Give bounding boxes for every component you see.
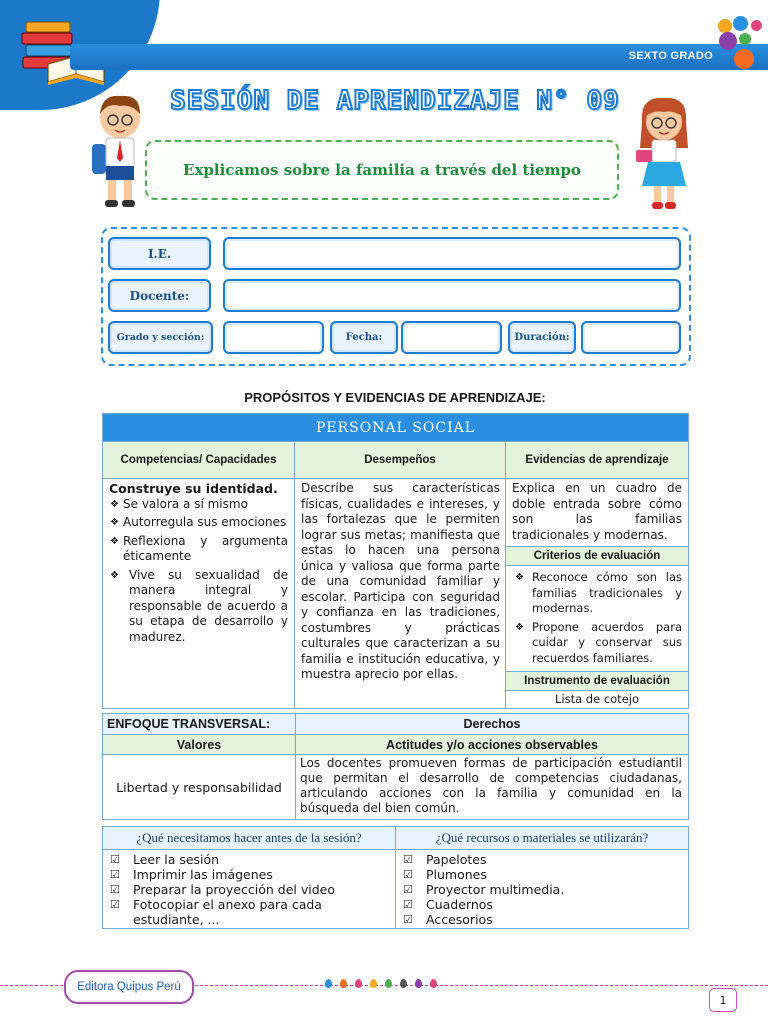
docente-label xyxy=(108,279,211,312)
capacidad-item: ❖ Autorregula sus emociones xyxy=(109,515,288,531)
duracion-label xyxy=(508,321,576,354)
drop-icon xyxy=(370,979,377,988)
docente-field[interactable] xyxy=(223,279,681,312)
publisher-badge xyxy=(64,970,194,1004)
subtitle-box xyxy=(145,140,619,200)
evidencia-text: Explica en un cuadro de doble entrada sobre cómo son las familias tradicionales y modernas. xyxy=(512,481,682,542)
fecha-label-text: Fecha: xyxy=(345,332,383,343)
competencia-title: Construye su identidad. xyxy=(109,481,278,496)
resource-item: ☑ Papelotes xyxy=(396,852,688,867)
drop-icon xyxy=(430,979,437,988)
criterio-item: ❖ Propone acuerdos para cuidar y conservar sus recuerdos familiares. xyxy=(514,620,682,667)
preparation-table xyxy=(102,826,689,929)
valores-label: Valores xyxy=(103,735,296,755)
purposes-heading: PROPÓSITOS Y EVIDENCIAS DE APRENDIZAJE: xyxy=(244,390,546,405)
before-label: ¿Qué necesitamos hacer antes de la sesión? xyxy=(103,827,396,850)
area-title: PERSONAL SOCIAL xyxy=(103,414,689,442)
capacidad-item: ❖ Reflexiona y argumenta éticamente xyxy=(109,534,288,565)
criterios-list xyxy=(506,566,688,671)
resources-label: ¿Qué recursos o materiales se utilizarán? xyxy=(396,827,689,850)
grado-field[interactable] xyxy=(223,321,324,354)
capacidad-item: ❖ Se valora a sí mismo xyxy=(109,497,288,513)
actitud-value: Los docentes promueven formas de participación estudiantil que permitan el desarrollo de competencias ciudadanas, articulando acciones con la familia y comunidad en la búsqueda del bien común. xyxy=(296,755,689,820)
col-desempenos: Desempeños xyxy=(295,442,506,479)
page-number xyxy=(709,988,737,1012)
instrumento-value: Lista de cotejo xyxy=(554,692,639,706)
docente-label-text: Docente: xyxy=(129,288,190,303)
duracion-label-text: Duración: xyxy=(514,332,570,343)
actitudes-label: Actitudes y/o acciones observables xyxy=(296,735,689,755)
deco-dot xyxy=(718,19,732,33)
deco-dot xyxy=(734,49,754,69)
deco-dot xyxy=(733,16,748,31)
before-item: ☑ Fotocopiar el anexo para cada estudiante, ... xyxy=(103,897,395,927)
ie-label xyxy=(108,237,211,270)
col-competencias: Competencias/ Capacidades xyxy=(103,442,295,479)
capacidad-item: ❖ Vive su sexualidad de manera integral y responsable de acuerdo a su etapa de desarrollo y madurez. xyxy=(109,568,288,646)
before-cell xyxy=(103,850,396,929)
page-number-text: 1 xyxy=(719,993,727,1007)
valor-value: Libertad y responsabilidad xyxy=(103,755,296,820)
duracion-field[interactable] xyxy=(581,321,681,354)
desempeno-cell xyxy=(295,479,506,709)
instrumento-label: Instrumento de evaluación xyxy=(506,671,688,691)
grado-label xyxy=(108,321,213,354)
drop-icon xyxy=(355,979,362,988)
criterio-item: ❖ Reconoce cómo son las familias tradicionales y modernas. xyxy=(514,570,682,617)
resource-item: ☑ Proyector multimedia. xyxy=(396,882,688,897)
fecha-field[interactable] xyxy=(401,321,502,354)
resources-cell xyxy=(396,850,689,929)
criterios-label: Criterios de evaluación xyxy=(506,546,688,566)
competencias-cell xyxy=(103,479,295,709)
resource-item: ☑ Accesorios xyxy=(396,912,688,927)
drop-icon xyxy=(415,979,422,988)
drop-icon xyxy=(385,979,392,988)
before-item: ☑ Imprimir las imágenes xyxy=(103,867,395,882)
fecha-label xyxy=(330,321,398,354)
evidencias-cell xyxy=(506,479,689,709)
ie-field[interactable] xyxy=(223,237,681,270)
info-box xyxy=(101,227,691,366)
resource-item: ☑ Cuadernos xyxy=(396,897,688,912)
purposes-table xyxy=(102,413,689,709)
drop-icon xyxy=(325,979,332,988)
ie-label-text: I.E. xyxy=(147,246,172,261)
deco-dot xyxy=(719,32,737,50)
col-evidencias: Evidencias de aprendizaje xyxy=(506,442,689,479)
session-subtitle: Explicamos sobre la familia a través del tiempo xyxy=(183,161,581,179)
desempeno-text: Describe sus características físicas, cualidades e intereses, y las fortalezas que le permiten lograr sus metas; manifiesta que estas lo hacen una persona única y valiosa que forma parte de una comunidad familiar y escolar. Participa con seguridad y confianza en las tradiciones, costumbres y prácticas culturales que caracterizan a su familia e institución educativa, y muestra aprecio por ellas. xyxy=(301,481,500,681)
drop-icon xyxy=(340,979,347,988)
header-bar xyxy=(70,44,768,70)
grado-label-text: Grado y sección: xyxy=(116,332,205,343)
boy-illustration xyxy=(88,88,150,212)
footer-drops xyxy=(325,979,445,991)
deco-dot xyxy=(739,33,751,45)
grade-label: SEXTO GRADO xyxy=(628,50,713,62)
publisher-name: Editora Quipus Perú xyxy=(77,981,181,993)
session-title: SESIÓN DE APRENDIZAJE N° 09 xyxy=(170,86,620,116)
deco-dot xyxy=(751,20,762,31)
enfoque-label: ENFOQUE TRANSVERSAL: xyxy=(103,714,296,735)
resource-item: ☑ Plumones xyxy=(396,867,688,882)
drop-icon xyxy=(400,979,407,988)
before-item: ☑ Preparar la proyección del video xyxy=(103,882,395,897)
enfoque-value: Derechos xyxy=(296,714,689,735)
enfoque-table xyxy=(102,713,689,820)
girl-illustration xyxy=(632,92,696,214)
before-item: ☑ Leer la sesión xyxy=(103,852,395,867)
